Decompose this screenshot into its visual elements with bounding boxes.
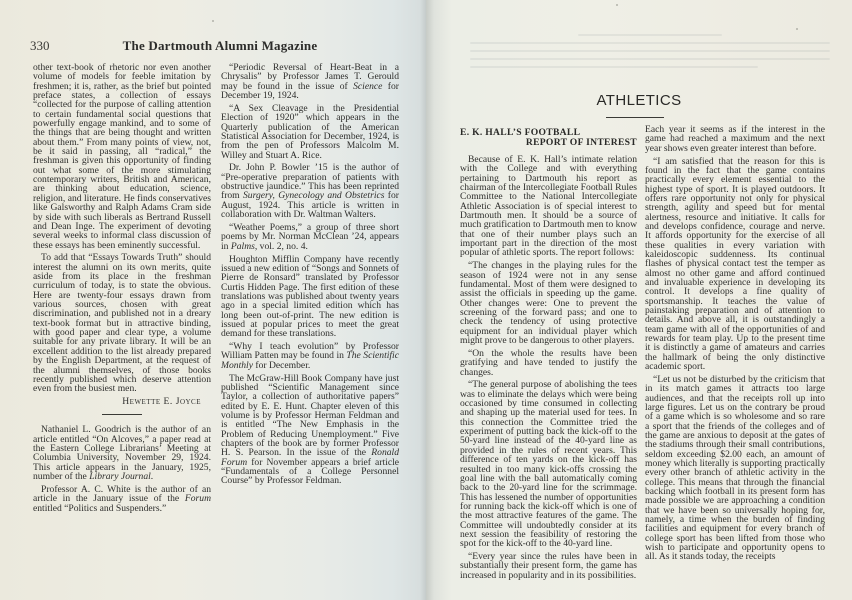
publication-title: The Scientific Monthly <box>221 350 399 371</box>
publication-title: Science <box>353 80 383 92</box>
paragraph: “On the whole the results have been gratifying and have tended to justify the changes. <box>460 347 637 378</box>
paragraph <box>221 223 399 251</box>
right-column-2 <box>645 125 825 565</box>
text: entitled “Politics and Suspenders.” <box>33 502 167 514</box>
paragraph <box>221 374 399 486</box>
paragraph: Because of E. K. Hall’s intimate relation with the College and with everything pertaining to Dartmouth his report as chairman of the Intercollegiate Football Rules Committee to the National Intercollegiate Athletic Association is of special interest to Dartmouth men. It should be a source of much gratification to Dartmouth men to know that one of their number plays such an important part in the direction of the most popular of athletic sports. The report follows: <box>460 154 637 259</box>
paragraph <box>33 425 211 481</box>
text: “A Sex Cleavage in the Presidential Election of 1920” which appears in the Quarterly publication of the American Statistical Association for December, 1924, is from the pen of Professors Malcolm M. Willey and Stuart A. Rice. <box>221 102 399 161</box>
paragraph: Each year it seems as if the interest in the game had reached a maximum and the next year shows even greater interest than before. <box>645 124 825 154</box>
text: , vol. 2, no. 4. <box>254 240 308 252</box>
article-headline <box>460 128 637 148</box>
paragraph <box>221 163 399 219</box>
right-column-1 <box>460 155 637 584</box>
section-title: ATHLETICS <box>596 92 682 109</box>
text: “Why I teach evolution” by Professor William Patten may be found in <box>221 341 399 362</box>
ghost-line <box>470 42 830 44</box>
paper-speck <box>616 4 618 6</box>
author-signature: Hewette E. Joyce <box>122 396 201 408</box>
paragraph <box>221 342 399 370</box>
ghost-line <box>470 66 758 68</box>
paragraph: “The general purpose of abolishing the tees was to eliminate the delays which were being occasioned by time consumed in collecting and shaping up the material used for tees. In this connection the Committee tried the experiment of putting back the kick-off to the 50-yard line instead of the 40-yard line as provided in the rules of recent years. This difference of ten yards on the kick-off has resulted in too many kick-offs crossing the goal line with the ball automatically coming back to the 20-yard line for the scrimmage. This has lessened the number of opportunities for running back the kick-off which is one of the most attractive features of the game. The Committee will undoubtedly consider at its next session the feasibility of restoring the spot for the kick-off to the 40-yard line. <box>460 379 637 550</box>
paper-speck <box>796 28 798 30</box>
paragraph: “The changes in the playing rules for the season of 1924 were not in any sense fundamental. Most of them were designed to assist the officials in speeding up the game. Other changes were: One to prevent the screening of the forward pass; and one to check the tendency of using protective equipment for an individual player which might prove to be dangerous to other players. <box>460 260 637 347</box>
paper-speck <box>212 20 214 22</box>
paragraph <box>221 255 399 339</box>
publication-title: Surgery, Gynecology and Obstetrics <box>242 190 385 202</box>
headline-line-1: E. K. HALL’S FOOTBALL <box>460 127 581 138</box>
headline-line-2: REPORT OF INTEREST <box>525 137 637 148</box>
page-number: 330 <box>30 38 50 53</box>
paragraph: “I am satisfied that the reason for this is found in the fact that the game contains practically every element essential to the highest type of sport. It is played outdoors. It offers rare opportunity not only for physical strength, agility and speed but for mental alertness, resource and initiative. It calls for and develops confidence, courage and nerve. It affords opportunity for the exercise of all these qualities in every variation with kaleidoscopic suddenness. Its continual flashes of physical contact test the temper as almost no other game and afford continued and invaluable experience in developing its control. It develops a fine quality of sportsmanship. It teaches the value of painstaking preparation and of attention to details. And above all, it is outstandingly a team game with all of the opportunities of and rewards for team play. Up to the present time it is distinctly a game of amateurs and carries the hallmark of being the only distinctive academic sport. <box>645 155 825 373</box>
text: for August, 1924. This article is written in collaboration with Dr. Waltman Walters. <box>221 190 399 221</box>
paragraph <box>221 104 399 160</box>
paragraph: “Every year since the rules have been in substantially their present form, the game has increased in popularity and in its possibilities. <box>460 551 637 581</box>
left-column-2 <box>221 63 399 489</box>
left-column-1 <box>33 63 211 516</box>
publication-title: Ronald Forum <box>221 447 399 468</box>
publication-title: Palms <box>230 240 255 252</box>
text: for November appears a brief article “Fundamentals of a College Personnel Course” by Professor Feldman. <box>221 456 399 487</box>
running-head <box>30 38 410 54</box>
text: Houghton Mifflin Company have recently issued a new edition of “Songs and Sonnets of Pierre de Ronsard” translated by Professor Curtis Hidden Page. The first edition of these translations was published about twenty years ago in a special limited edition which has long been out-of-print. The new edition is issued at popular prices to meet the great demand for these translations. <box>221 253 399 340</box>
text: Dr. John P. Bowler ’15 is the author of “Pre-operative preparation of patients with obstructive jaundice.” This has been reprinted from <box>221 162 399 202</box>
section-divider <box>102 414 142 415</box>
ghost-line <box>578 34 722 36</box>
ghost-line <box>470 58 830 60</box>
paragraph: “Let us not be disturbed by the criticism that in its match games it attracts too large audiences, and that the receipts roll up into large figures. Let us on the contrary be proud of a game which is so wholesome and so rare a sport that the friends of the colleges and of the game are anxious to deposit at the gates of the stadiums through their small contributions, seldom exceeding $2.00 each, an amount of money which literally is supporting practically every other branch of athletic activity in the college. This means that through the financial backing which football in its present form has made possible we are approaching a condition that we have been so universally hoping for, namely, a time when the burden of finding facilities and equipment for every branch of college sport has been lifted from those who wish to participate and opportunity opens to all. As it stands today, the receipts <box>645 373 825 563</box>
text: Professor A. C. White is the author of an article in the January issue of the <box>33 483 211 505</box>
text: for December. <box>252 359 311 371</box>
text: The McGraw-Hill Book Company have just published “Scientific Management since Taylor, a collection of authoritative papers” edited by E. E. Hunt. Chapter eleven of this volume is by Professor Herman Feldman and is entitled “The New Emphasis in the Problem of Reducing Unemployment.” Five chapters of the book are by former Professor H. S. Pearson. In the issue of the <box>221 372 399 459</box>
paragraph <box>221 63 399 100</box>
ghost-line <box>470 50 830 52</box>
text: . <box>150 471 154 483</box>
text: Nathaniel L. Goodrich is the author of an article entitled “On Alcoves,” a paper read at the Eastern College Librarians’ Meeting at Columbia University, November 29, 1924. This article appears in the January, 1925, number of the <box>33 424 211 483</box>
publication-title: Forum <box>184 493 211 505</box>
paragraph <box>33 485 211 513</box>
publication-title: Library Journal <box>89 471 151 483</box>
magazine-title: The Dartmouth Alumni Magazine <box>122 38 318 53</box>
paragraph: To add that “Essays Towards Truth” should interest the alumni on its own merits, quite aside from its place in the freshman curriculum of today, is to state the obvious. Here are twenty-four essays drawn from various sources, chosen with great discrimination, and published not in a dreary text-book format but in attractive binding, with good paper and clear type, a volume suitable for any private library. It will be an excellent addition to the list already prepared by the English Department, at the request of the alumni themselves, of those books recently published which deserve attention even from the busiest men. <box>33 252 211 395</box>
text: “Periodic Reversal of Heart-Beat in a Chrysalis” by Professor James T. Gerould may be found in the issue of <box>221 62 399 92</box>
section-title-rule <box>606 117 664 118</box>
text: for December 19, 1924. <box>221 80 399 102</box>
text: “Weather Poems,” a group of three short poems by Mr. Norman McClean ’24, appears in <box>221 222 399 252</box>
paragraph: other text-book of rhetoric nor even another volume of models for feeble imitation by freshmen; it is, rather, as the brief but pointed preface states, a collection of essays “collected for the purpose of calling attention to certain fundamental social questions that powerfully engage mankind, and to some of the things that are being thought and written about them.” From many points of view, not, be it said in passing, all “radical,” the freshman is given this opportunity of finding out what some of the more stimulating contemporary writers, British and American, are thinking about education, science, religion, and literature. He finds conservatives like Galsworthy and Ralph Adams Cram side by side with such liberals as Bertrand Russell and Dean Inge. The experiment of devoting several weeks to informal class discussion of these essays has been eminently successful. <box>33 62 211 251</box>
